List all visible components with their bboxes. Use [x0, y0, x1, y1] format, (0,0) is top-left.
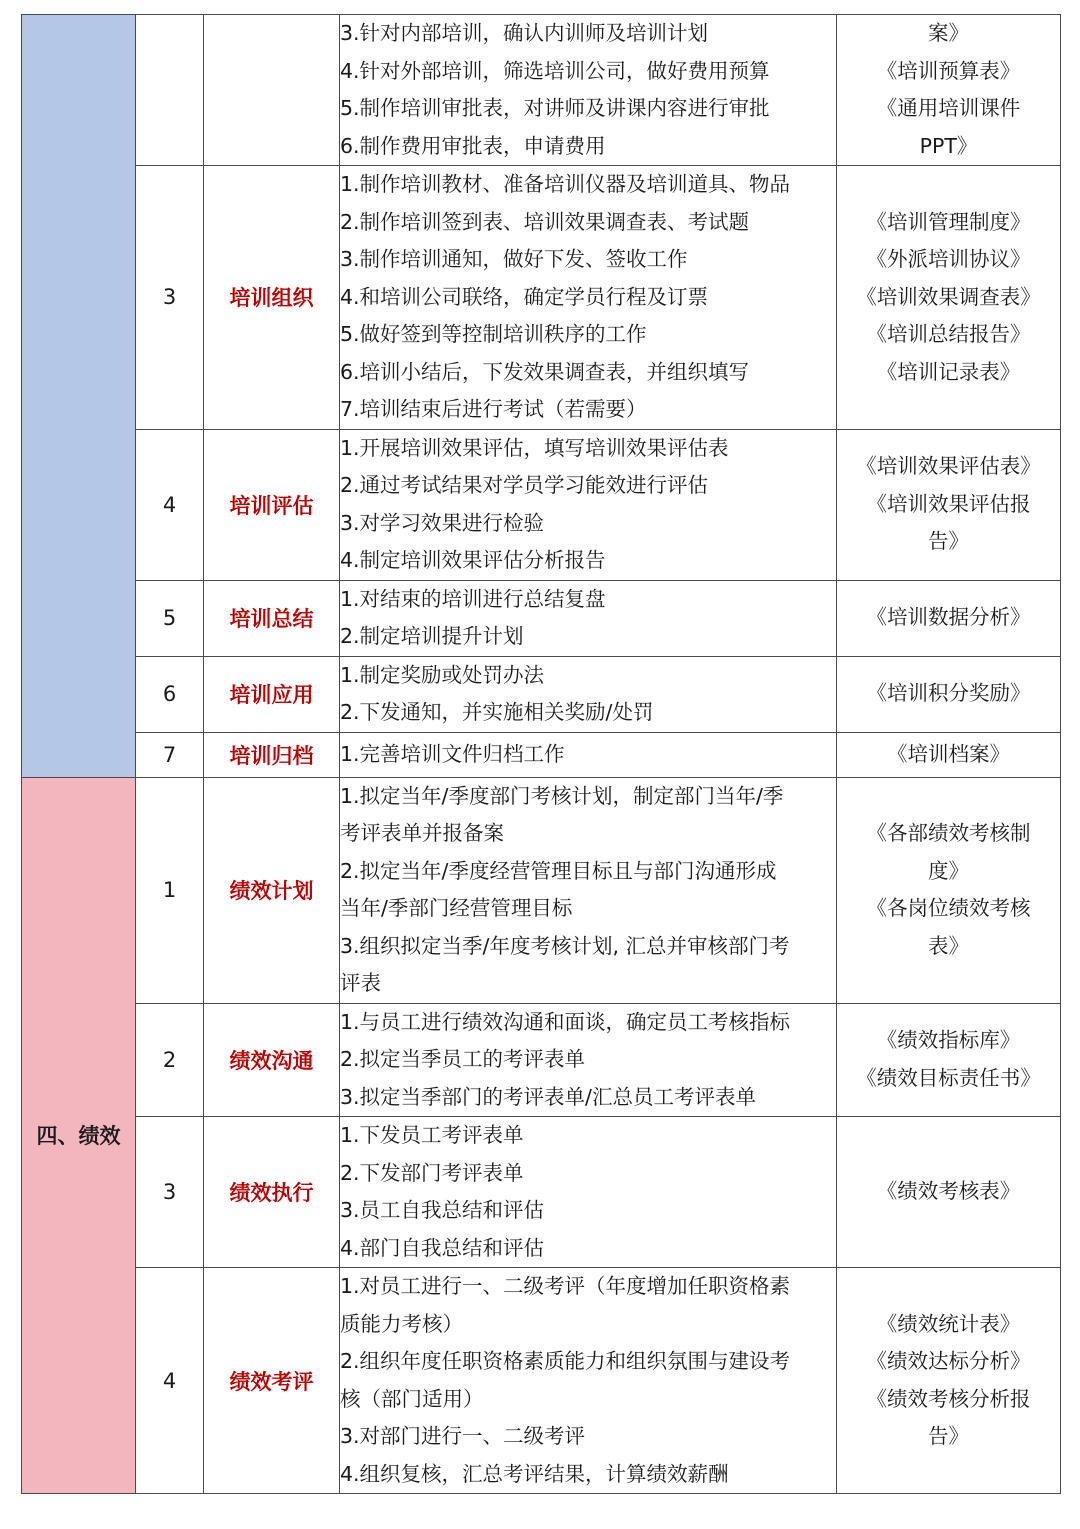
row-number: 3 [136, 1117, 204, 1268]
task-line: 6.培训小结后，下发效果调查表，并组织填写 [340, 359, 750, 384]
table-row [22, 1117, 1061, 1268]
document-name: PPT》 [919, 133, 978, 158]
task-line: 2.下发部门考评表单 [340, 1160, 524, 1185]
documents-cell [837, 1003, 1061, 1117]
task-line: 3.拟定当季部门的考评表单/汇总员工考评表单 [340, 1084, 756, 1109]
document-name: 《培训总结报告》 [866, 322, 1031, 346]
document-name: 《培训积分奖励》 [866, 681, 1031, 706]
document-name: 《外派培训协议》 [866, 247, 1031, 271]
task-line: 2.下发通知，并实施相关奖励/处罚 [340, 700, 654, 724]
document-name: 度》 [928, 858, 969, 883]
task-line: 3.针对内部培训，确认内训师及培训计划 [340, 21, 709, 45]
task-list-cell [340, 1268, 837, 1494]
item-name: 培训总结 [204, 580, 340, 656]
task-line: 考评表单并报备案 [340, 821, 504, 845]
task-list-cell [340, 1003, 837, 1117]
documents-cell [837, 732, 1061, 777]
document-name: 《培训效果评估报 [866, 491, 1031, 516]
document-name: 告》 [928, 1424, 969, 1448]
task-list-cell [340, 15, 837, 166]
task-line: 7.培训结束后进行考试（若需要） [340, 397, 647, 421]
document-name: 《各岗位绩效考核 [866, 896, 1031, 920]
task-line: 1.制作培训教材、准备培训仪器及培训道具、物品 [340, 172, 791, 196]
task-line: 质能力考核） [340, 1311, 463, 1336]
task-line: 3.员工自我总结和评估 [340, 1198, 545, 1222]
documents-cell [837, 1268, 1061, 1494]
document-name: 《绩效指标库》 [876, 1028, 1021, 1053]
table-row [22, 732, 1061, 777]
section-performance-cell: 四、绩效 [22, 777, 136, 1494]
document-name: 《培训记录表》 [876, 359, 1021, 384]
document-name: 《绩效目标责任书》 [856, 1065, 1041, 1090]
documents-cell [837, 777, 1061, 1003]
task-line: 1.制定奖励或处罚办法 [340, 662, 545, 687]
row-number: 1 [136, 777, 204, 1003]
table-row [22, 429, 1061, 580]
row-number: 5 [136, 580, 204, 656]
task-line: 2.拟定当年/季度经营管理目标且与部门沟通形成 [340, 858, 777, 883]
task-line: 1.对员工进行一、二级考评（年度增加任职资格素 [340, 1274, 791, 1298]
table-row [22, 166, 1061, 430]
table-row [22, 656, 1061, 732]
documents-cell [837, 429, 1061, 580]
row-number: 4 [136, 429, 204, 580]
document-name: 《绩效达标分析》 [866, 1349, 1031, 1373]
row-number: 2 [136, 1003, 204, 1117]
task-line: 2.制作培训签到表、培训效果调查表、考试题 [340, 209, 750, 234]
task-line: 核（部门适用） [340, 1386, 484, 1411]
documents-cell [837, 15, 1061, 166]
task-line: 2.组织年度任职资格素质能力和组织氛围与建设考 [340, 1349, 791, 1373]
table-row [22, 580, 1061, 656]
item-name: 绩效计划 [204, 777, 340, 1003]
documents-cell [837, 580, 1061, 656]
item-name: 绩效执行 [204, 1117, 340, 1268]
document-name: 《通用培训课件 [876, 96, 1021, 120]
item-name [204, 15, 340, 166]
document-name: 《绩效考核分析报 [866, 1386, 1031, 1411]
task-line: 3.制作培训通知，做好下发、签收工作 [340, 247, 688, 271]
row-number: 7 [136, 732, 204, 777]
task-line: 3.对学习效果进行检验 [340, 510, 545, 535]
documents-cell [837, 656, 1061, 732]
task-line: 4.组织复核，汇总考评结果，计算绩效薪酬 [340, 1461, 729, 1486]
document-name: 《各部绩效考核制 [866, 821, 1031, 845]
task-line: 4.制定培训效果评估分析报告 [340, 548, 606, 572]
task-list-cell [340, 777, 837, 1003]
document-name: 《培训预算表》 [876, 58, 1021, 83]
document-name: 案》 [928, 21, 969, 45]
task-line: 当年/季部门经营管理目标 [340, 896, 573, 920]
table-row [22, 1003, 1061, 1117]
task-line: 1.下发员工考评表单 [340, 1123, 524, 1147]
document-name: 表》 [928, 933, 969, 958]
task-line: 5.制作培训审批表，对讲师及讲课内容进行审批 [340, 96, 770, 120]
item-name: 绩效沟通 [204, 1003, 340, 1117]
table-row [22, 777, 1061, 1003]
item-name: 培训组织 [204, 166, 340, 430]
item-name: 培训评估 [204, 429, 340, 580]
document-name: 《培训效果调查表》 [856, 284, 1041, 309]
task-list-cell [340, 1117, 837, 1268]
task-line: 2.拟定当季员工的考评表单 [340, 1047, 586, 1071]
task-line: 3.组织拟定当季/年度考核计划, 汇总并审核部门考 [340, 933, 790, 958]
task-line: 2.制定培训提升计划 [340, 624, 524, 648]
section-training-cell [22, 15, 136, 778]
table-row [22, 15, 1061, 166]
task-list-cell [340, 732, 837, 777]
item-name: 绩效考评 [204, 1268, 340, 1494]
task-list-cell [340, 656, 837, 732]
task-line: 评表 [340, 971, 381, 995]
row-number: 4 [136, 1268, 204, 1494]
task-line: 3.对部门进行一、二级考评 [340, 1424, 586, 1448]
task-line: 5.做好签到等控制培训秩序的工作 [340, 322, 647, 346]
workflow-table [21, 14, 1061, 1494]
item-name: 培训归档 [204, 732, 340, 777]
document-name: 《绩效统计表》 [876, 1311, 1021, 1336]
document-name: 《培训管理制度》 [866, 209, 1031, 234]
task-list-cell [340, 166, 837, 430]
task-line: 1.与员工进行绩效沟通和面谈，确定员工考核指标 [340, 1009, 791, 1034]
row-number [136, 15, 204, 166]
task-list-cell [340, 429, 837, 580]
task-line: 1.拟定当年/季度部门考核计划，制定部门当年/季 [340, 783, 784, 808]
documents-cell [837, 1117, 1061, 1268]
task-line: 6.制作费用审批表，申请费用 [340, 133, 606, 158]
document-name: 《培训档案》 [887, 741, 1010, 766]
task-line: 4.针对外部培训，筛选培训公司，做好费用预算 [340, 58, 770, 83]
document-name: 《培训效果评估表》 [856, 454, 1041, 479]
task-line: 1.对结束的培训进行总结复盘 [340, 586, 606, 611]
task-list-cell [340, 580, 837, 656]
document-name: 《绩效考核表》 [876, 1179, 1021, 1204]
task-line: 4.和培训公司联络，确定学员行程及订票 [340, 284, 709, 309]
task-line: 2.通过考试结果对学员学习能效进行评估 [340, 473, 709, 497]
task-line: 4.部门自我总结和评估 [340, 1235, 545, 1260]
document-name: 《培训数据分析》 [866, 605, 1031, 630]
documents-cell [837, 166, 1061, 430]
document-name: 告》 [928, 529, 969, 554]
row-number: 6 [136, 656, 204, 732]
item-name: 培训应用 [204, 656, 340, 732]
row-number: 3 [136, 166, 204, 430]
table-row [22, 1268, 1061, 1494]
task-line: 1.开展培训效果评估，填写培训效果评估表 [340, 435, 729, 460]
task-line: 1.完善培训文件归档工作 [340, 741, 565, 766]
